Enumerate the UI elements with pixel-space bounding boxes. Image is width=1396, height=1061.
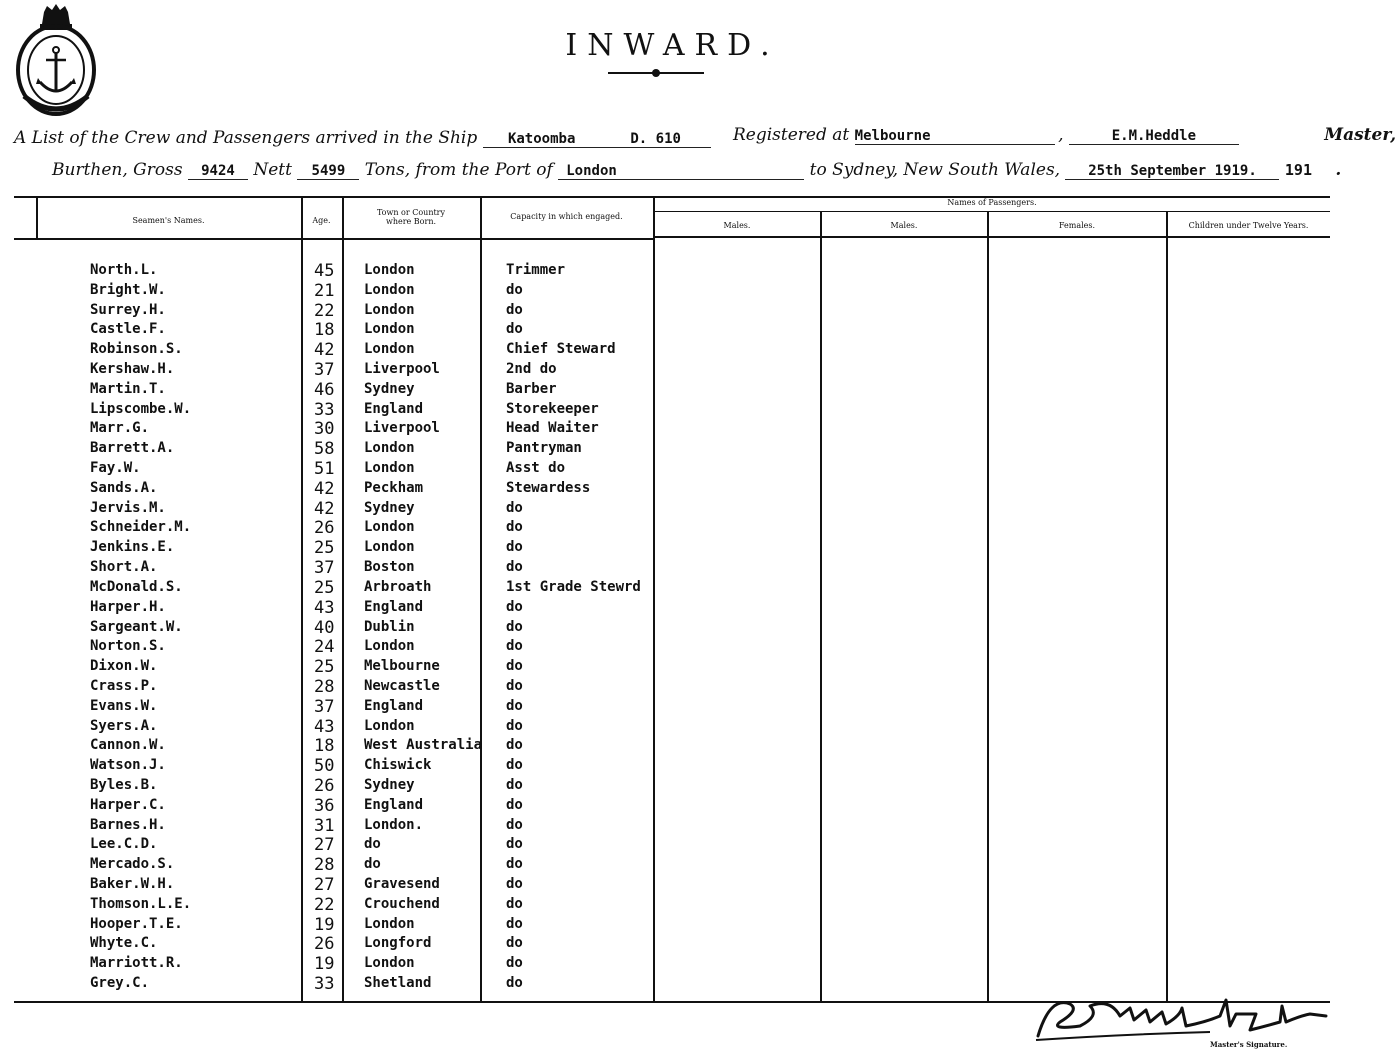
column-divider — [1166, 211, 1168, 1003]
crew-birthplace: London — [364, 282, 415, 298]
title-divider-dot — [652, 69, 660, 77]
crew-capacity: 2nd do — [506, 361, 557, 377]
year-label: 191 — [1284, 161, 1312, 179]
col-header-females: Females. — [1058, 221, 1096, 230]
official-number-field: D. 610 — [601, 131, 711, 148]
crew-birthplace: London — [364, 262, 415, 278]
crew-age: 22 — [314, 301, 335, 321]
crew-age: 25 — [314, 657, 335, 677]
crew-age: 26 — [314, 776, 335, 796]
crew-name: Martin.T. — [90, 381, 166, 397]
crew-name: Grey.C. — [90, 975, 150, 991]
crew-name: Schneider.M. — [90, 519, 192, 535]
crew-age: 33 — [314, 400, 335, 420]
crew-name: Barrett.A. — [90, 440, 175, 456]
crew-name: Lee.C.D. — [90, 836, 158, 852]
crew-birthplace: England — [364, 599, 424, 615]
crew-age: 42 — [314, 479, 335, 499]
crew-age: 43 — [314, 598, 335, 618]
crew-birthplace: West Australia — [364, 737, 483, 753]
registered-port-field: Melbourne — [855, 128, 1055, 145]
crew-name: Barnes.H. — [90, 817, 166, 833]
crew-capacity: Pantryman — [506, 440, 582, 456]
crew-age: 26 — [314, 518, 335, 538]
crew-capacity: do — [506, 519, 523, 535]
crew-capacity: 1st Grade Stewrd — [506, 579, 641, 595]
crew-birthplace: Melbourne — [364, 658, 440, 674]
crew-birthplace: London — [364, 955, 415, 971]
crew-name: Whyte.C. — [90, 935, 158, 951]
col-header-passengers: Names of Passengers. — [947, 198, 1037, 207]
crew-capacity: do — [506, 282, 523, 298]
crew-birthplace: London — [364, 440, 415, 456]
crew-age: 30 — [314, 419, 335, 439]
header-line-2 — [52, 160, 1341, 180]
crew-age: 58 — [314, 439, 335, 459]
nett-label: Nett — [253, 160, 292, 180]
column-divider — [987, 211, 989, 1003]
crew-age: 24 — [314, 637, 335, 657]
crew-birthplace: Arbroath — [364, 579, 432, 595]
crew-birthplace: London — [364, 519, 415, 535]
crew-birthplace: London — [364, 302, 415, 318]
crew-name: Syers.A. — [90, 718, 158, 734]
crew-age: 25 — [314, 578, 335, 598]
master-signature — [1030, 986, 1335, 1046]
crew-name: Marr.G. — [90, 420, 150, 436]
crew-capacity: do — [506, 619, 523, 635]
crew-capacity: do — [506, 817, 523, 833]
col-header-males-2: Males. — [890, 221, 918, 230]
crew-birthplace: Sydney — [364, 381, 415, 397]
crew-age: 37 — [314, 697, 335, 717]
crew-birthplace: Shetland — [364, 975, 432, 991]
crew-name: Sands.A. — [90, 480, 158, 496]
crew-name: North.L. — [90, 262, 158, 278]
tons-label: Tons, from the Port of — [364, 160, 553, 180]
crew-birthplace: Gravesend — [364, 876, 440, 892]
crew-name: Dixon.W. — [90, 658, 158, 674]
crew-capacity: do — [506, 876, 523, 892]
passenger-header-bottom-rule — [654, 236, 1330, 238]
crew-age: 33 — [314, 974, 335, 994]
crew-name: Baker.W.H. — [90, 876, 175, 892]
crew-age: 21 — [314, 281, 335, 301]
col-header-town: Town or Country where Born. — [376, 208, 446, 226]
crew-birthplace: Sydney — [364, 777, 415, 793]
crew-capacity: do — [506, 797, 523, 813]
crew-capacity: do — [506, 539, 523, 555]
crew-capacity: do — [506, 975, 523, 991]
crew-name: Castle.F. — [90, 321, 166, 337]
crew-name: Surrey.H. — [90, 302, 166, 318]
crew-age: 25 — [314, 538, 335, 558]
crew-age: 26 — [314, 934, 335, 954]
crew-birthplace: London — [364, 539, 415, 555]
crew-capacity: do — [506, 718, 523, 734]
crew-birthplace: Newcastle — [364, 678, 440, 694]
crew-capacity: do — [506, 955, 523, 971]
crew-name: Cannon.W. — [90, 737, 166, 753]
crew-capacity: Trimmer — [506, 262, 566, 278]
crew-age: 37 — [314, 360, 335, 380]
crew-capacity: do — [506, 896, 523, 912]
crew-age: 28 — [314, 855, 335, 875]
crew-age: 27 — [314, 875, 335, 895]
crew-name: Sargeant.W. — [90, 619, 183, 635]
crew-age: 40 — [314, 618, 335, 638]
crew-name: Harper.H. — [90, 599, 166, 615]
crew-capacity: do — [506, 737, 523, 753]
column-divider — [480, 198, 482, 1003]
crew-birthplace: Crouchend — [364, 896, 440, 912]
crew-capacity: do — [506, 698, 523, 714]
col-header-name: Seamen's Names. — [132, 216, 205, 225]
crew-birthplace: Boston — [364, 559, 415, 575]
crew-birthplace: do — [364, 856, 381, 872]
crew-name: Fay.W. — [90, 460, 141, 476]
year-period: . — [1335, 160, 1342, 180]
crew-birthplace: Liverpool — [364, 361, 440, 377]
header-line-1 — [14, 128, 711, 148]
crew-name: Marriott.R. — [90, 955, 183, 971]
registered-line: Registered at Melbourne , E.M.Heddle Master, — [733, 125, 1396, 145]
crew-age: 18 — [314, 736, 335, 756]
column-divider — [653, 198, 655, 1003]
crew-name: Thomson.L.E. — [90, 896, 192, 912]
col-header-capacity: Capacity in which engaged. — [510, 212, 623, 221]
col-header-age: Age. — [312, 216, 331, 225]
page-title: INWARD. — [565, 28, 780, 63]
crew-capacity: do — [506, 916, 523, 932]
crew-age: 18 — [314, 320, 335, 340]
crew-birthplace: London — [364, 321, 415, 337]
gross-tonnage-field: 9424 — [188, 163, 248, 180]
crew-name: Byles.B. — [90, 777, 158, 793]
crew-capacity: do — [506, 757, 523, 773]
crew-birthplace: London — [364, 460, 415, 476]
crew-capacity: do — [506, 559, 523, 575]
col-header-children: Children under Twelve Years. — [1188, 221, 1309, 230]
crew-age: 28 — [314, 677, 335, 697]
crew-birthplace: Dublin — [364, 619, 415, 635]
crew-birthplace: Longford — [364, 935, 432, 951]
crew-name: Short.A. — [90, 559, 158, 575]
crew-name: Harper.C. — [90, 797, 166, 813]
crew-name: Lipscombe.W. — [90, 401, 192, 417]
crew-capacity: do — [506, 321, 523, 337]
crew-age: 50 — [314, 756, 335, 776]
crew-age: 43 — [314, 717, 335, 737]
crew-age: 27 — [314, 835, 335, 855]
crew-age: 51 — [314, 459, 335, 479]
header-bottom-rule — [14, 238, 654, 240]
crew-name: Mercado.S. — [90, 856, 175, 872]
column-divider — [301, 198, 303, 1003]
crew-age: 37 — [314, 558, 335, 578]
crew-capacity: do — [506, 836, 523, 852]
crew-birthplace: London — [364, 916, 415, 932]
crew-birthplace: London. — [364, 817, 424, 833]
crew-name: Bright.W. — [90, 282, 166, 298]
crew-capacity: do — [506, 599, 523, 615]
crew-age: 46 — [314, 380, 335, 400]
crew-age: 45 — [314, 261, 335, 281]
crew-capacity: do — [506, 638, 523, 654]
crew-birthplace: Liverpool — [364, 420, 440, 436]
crew-name: Jervis.M. — [90, 500, 166, 516]
crew-name: McDonald.S. — [90, 579, 183, 595]
nett-tonnage-field: 5499 — [297, 163, 359, 180]
master-name-field: E.M.Heddle — [1069, 128, 1239, 145]
crew-birthplace: London — [364, 718, 415, 734]
list-prefix: A List of the Crew and Passengers arrived in the Ship — [14, 128, 478, 148]
crew-birthplace: London — [364, 341, 415, 357]
crew-name: Hooper.T.E. — [90, 916, 183, 932]
crew-birthplace: England — [364, 698, 424, 714]
crew-birthplace: Peckham — [364, 480, 424, 496]
to-label: to Sydney, New South Wales, — [809, 160, 1061, 180]
crew-birthplace: do — [364, 836, 381, 852]
crew-birthplace: London — [364, 638, 415, 654]
master-label: Master, — [1324, 125, 1396, 145]
crew-age: 42 — [314, 340, 335, 360]
crew-capacity: Asst do — [506, 460, 566, 476]
crew-capacity: do — [506, 500, 523, 516]
crew-capacity: do — [506, 302, 523, 318]
crew-capacity: Stewardess — [506, 480, 591, 496]
crew-name: Watson.J. — [90, 757, 166, 773]
crew-capacity: Chief Steward — [506, 341, 616, 357]
crew-capacity: Barber — [506, 381, 557, 397]
crew-age: 42 — [314, 499, 335, 519]
crew-birthplace: England — [364, 401, 424, 417]
crew-age: 31 — [314, 816, 335, 836]
signature-label: Master's Signature. — [1210, 1040, 1288, 1049]
crew-age: 19 — [314, 954, 335, 974]
col-header-males-1: Males. — [723, 221, 751, 230]
crew-capacity: Head Waiter — [506, 420, 599, 436]
arrival-date-field: 25th September 1919. — [1065, 163, 1279, 180]
crew-name: Evans.W. — [90, 698, 158, 714]
crew-name: Robinson.S. — [90, 341, 183, 357]
crew-birthplace: Chiswick — [364, 757, 432, 773]
crew-name: Norton.S. — [90, 638, 166, 654]
crew-capacity: do — [506, 658, 523, 674]
crew-capacity: do — [506, 777, 523, 793]
crew-name: Jenkins.E. — [90, 539, 175, 555]
burthen-label: Burthen, Gross — [52, 160, 183, 180]
registered-label: Registered at — [733, 125, 850, 145]
ship-name-field: Katoomba — [483, 131, 601, 148]
passenger-subheader-rule — [654, 211, 1330, 212]
crew-name: Crass.P. — [90, 678, 158, 694]
crew-age: 36 — [314, 796, 335, 816]
crew-birthplace: Sydney — [364, 500, 415, 516]
column-divider — [820, 211, 822, 1003]
column-divider — [342, 198, 344, 1003]
crew-capacity: do — [506, 856, 523, 872]
crew-capacity: do — [506, 935, 523, 951]
crew-age: 22 — [314, 895, 335, 915]
crew-name: Kershaw.H. — [90, 361, 175, 377]
crew-birthplace: England — [364, 797, 424, 813]
crew-capacity: Storekeeper — [506, 401, 599, 417]
from-port-field: London — [558, 163, 804, 180]
crew-age: 19 — [314, 915, 335, 935]
crew-capacity: do — [506, 678, 523, 694]
